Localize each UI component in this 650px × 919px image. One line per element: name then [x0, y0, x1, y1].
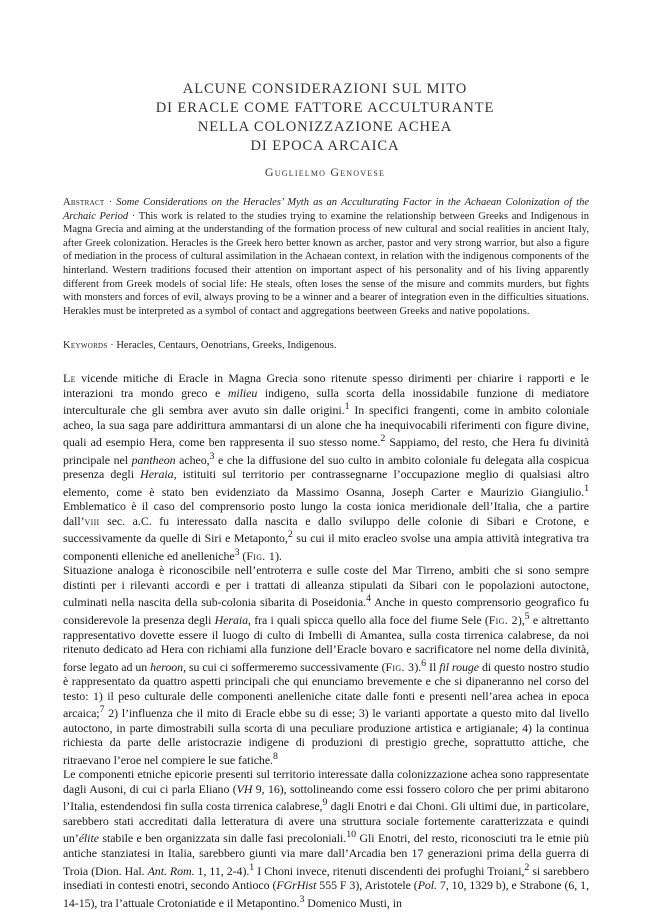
footnote-ref[interactable]: 5 — [524, 610, 530, 622]
paragraph — [63, 563, 589, 767]
text-run: Domenico Musti, in — [304, 895, 402, 910]
title-line: DI ERACLE COME FATTORE ACCULTURANTE — [155, 100, 495, 116]
text-run: Heraia — [140, 467, 174, 482]
footnote-ref[interactable]: 3 — [209, 450, 215, 462]
text-run: heroon — [150, 659, 184, 674]
text-run: Sappiamo, del resto, che Hera fu divinità principale nel — [63, 435, 590, 467]
footnote-ref[interactable]: 9 — [322, 797, 328, 809]
footnote-ref[interactable]: 2 — [524, 861, 530, 873]
text-run: , su cui ci soffermeremo successivamente ( — [183, 659, 386, 674]
title-line: NELLA COLONIZZAZIONE ACHEA — [197, 119, 453, 135]
text-run: 555 F 3), Aristotele ( — [316, 878, 418, 893]
footnote-ref[interactable]: 1 — [584, 482, 589, 494]
text-run: indigeno, sulla scorta della inossidabile funzione di mediatore interculturale che gli sembra aver avuto sin dalle origini. — [63, 385, 589, 418]
text-run: 9, 16), sottolineando come essi fossero coloro che per primi abitarono l’Italia, estendendosi fin sulla costa tirrenica calabrese, — [63, 781, 589, 814]
footnote-ref[interactable]: 2 — [287, 529, 293, 541]
text-run: I Choni invece, ritenuti discendenti dei profughi Troiani, — [254, 863, 525, 878]
text-run: Heraia — [214, 612, 249, 627]
paragraph — [63, 371, 589, 563]
text-run: su cui il mito eracleo svolse una ampia attività integrativa tra componenti elleniche ed anelleniche — [63, 531, 589, 563]
text-run: , istituiti sul territorio per contrassegnarne l’occupazione meglio di qualsiasi altro elemento, come è stato ben evidenziato da Massimo Osanna, Joseph Carter e Maurizio Giangiulio. — [63, 467, 589, 499]
text-run: ), — [517, 612, 525, 627]
text-run: , fra i quali spicca quello alla foce del fiume Sele ( — [248, 612, 489, 627]
article-body — [63, 371, 589, 910]
separator: · — [104, 197, 117, 208]
text-run: milieu — [227, 385, 258, 400]
text-run: e altrettanto rappresentativo dovette essere il luogo di culto di Imbelli di Amantea, sulla costa tirrenica calabrese, da noi ritenuto dedicato ad Hera con richiami alla funzione dell’Eracle bovaro e sacrificatore nel nome della divinità, forse legato ad un — [63, 612, 589, 674]
text-run: acheo, — [175, 452, 210, 467]
footnote-ref[interactable]: 1 — [344, 401, 350, 413]
author-name: Guglielmo Genovese — [264, 165, 386, 179]
footnote-ref[interactable]: 7 — [99, 704, 105, 716]
article-title — [0, 80, 650, 156]
footnote-ref[interactable]: 3 — [234, 546, 240, 558]
separator: · — [128, 210, 139, 222]
text-run: VH — [236, 781, 253, 796]
figure-ref[interactable]: Fig. 1 — [246, 548, 276, 563]
keywords — [63, 339, 589, 353]
abstract-text: This work is related to the studies trying to examine the relationship between Greeks and Indigenous in Magna Grecia and aiming at the understanding of the formation process of new cultural and social realities in ancient Italy, after Greek colonization. Heracles is the Greek hero better known as archer, pastor and very strong warrior, but also a figure of mediation in the process of cultural assimilation in the Achaean context, in relation with the indigenous components of the hinterland. Western traditions focused their attention on important aspect of his personality and of his living apparently different from Greek models of social life: He steals, often loses the sense of the misure and commits murders, but fights with monsters and forces of evil, always proving to be a winner and a bearer of integration even in the difficulties situations. Herakles must be interpreted as a symbol of contact and aggregations beetween Greeks and native popolations. — [63, 210, 589, 317]
text-run: stabile e ben organizzata sin dalle fasi precoloniali. — [98, 831, 347, 846]
keywords-label: Keywords — [63, 340, 108, 351]
footnote-ref[interactable]: 10 — [346, 829, 357, 841]
drop-lead: Le — [63, 371, 76, 385]
text-run: Il — [426, 659, 440, 674]
text-run: In specifici frangenti, come in ambito coloniale acheo, la sua saga pare addirittura ammantarsi di un alone che ha inequivocabili riferimenti con figure divine, quali ad esempio Hera, come ben rappresenta il suo stesso nome. — [63, 403, 589, 450]
keywords-text: Heracles, Centaurs, Oenotrians, Greeks, Indigenous. — [116, 340, 337, 351]
text-run: Emblematico è il caso del comprensorio posto lungo la costa ionica meridionale dell’Italia, che a partire dall’ — [63, 499, 589, 528]
figure-ref[interactable]: Fig. 2 — [488, 612, 518, 627]
text-run: pantheon — [131, 452, 176, 467]
text-run: élite — [78, 831, 99, 846]
text-run: e che la diffusione del suo culto in ambito coloniale fu delegata alla cospicua presenza degli — [63, 452, 589, 482]
footnote-ref[interactable]: 6 — [421, 657, 427, 669]
text-run: vicende mitiche di Eracle in Magna Grecia sono ritenute spesso dirimenti per chiarire i rapporti e le interazioni tra mondo greco e — [63, 371, 589, 400]
abstract — [63, 196, 589, 318]
text-run: Le componenti etniche epicorie presenti sul territorio interessate dalla colonizzazione achea sono rappresentate dagli Ausoni, di cui ci parla Eliano ( — [63, 767, 589, 796]
separator: · — [107, 340, 117, 351]
text-run: dagli Enotri e dai Choni. Gli ultimi due, in particolare, sarebbero stati accreditati dalla letteratura di avere una struttura sociale fortemente caratterizzata e quindi un’ — [63, 799, 589, 846]
abstract-label: Abstract — [63, 197, 105, 208]
text-run: Ant. Rom. — [147, 863, 195, 878]
figure-ref[interactable]: Fig. 3 — [385, 659, 415, 674]
footnote-ref[interactable]: 1 — [249, 861, 255, 873]
footnote-ref[interactable]: 2 — [380, 433, 386, 445]
title-line: ALCUNE CONSIDERAZIONI SUL MITO — [182, 81, 468, 97]
text-run: sec. a.C. fu interessato dalla nascita e dallo sviluppo delle colonie di Sibari e Crotone, e successivamente da quelle di Siri e Metaponto, — [63, 513, 589, 546]
text-run: ( — [239, 548, 247, 563]
text-run: Anche in questo comprensorio geografico fu considerevole la presenza degli — [63, 595, 590, 627]
text-run: FGrHist — [276, 878, 317, 893]
paragraph — [63, 767, 589, 910]
text-run: si sarebbero insediati in contesti enotri, secondo Antioco ( — [63, 863, 589, 893]
text-run: fil rouge — [439, 659, 479, 674]
text-run: 1, 11, 2-4). — [194, 863, 250, 878]
footnote-ref[interactable]: 4 — [366, 593, 371, 605]
title-line: DI EPOCA ARCAICA — [250, 138, 400, 154]
text-run: di questo nostro studio è rappresentato da quattro aspetti principali che qui enunciamo brevemente e che si dipaneranno nel corso del testo: 1) il peso culturale delle componenti anelleniche citate dalle fonti e presenti nell’area achea in epoca arcaica; — [63, 659, 589, 721]
text-run: ). — [414, 659, 422, 674]
text-run: Pol. — [417, 878, 437, 893]
text-run: 7, 10, 1329 b), e Strabone (6, 1, 14-15), tra l’attuale Crotoniatide e il Metapontino. — [63, 878, 589, 910]
abstract-english-title: Some Considerations on the Heracles’ Myth as an Acculturating Factor in the Achaean Colonization of the Archaic Period — [63, 197, 590, 222]
footnote-ref[interactable]: 3 — [299, 893, 305, 905]
text-run: ). — [275, 548, 282, 563]
footnote-ref[interactable]: 8 — [272, 750, 278, 762]
text-run: Gli Enotri, del resto, riconosciuti tra le etnie più antiche stanziatesi in Italia, sarebbero giunti via mare dall’Arcadia ben 17 generazioni prima della guerra di Troia (Dion. Hal. — [63, 831, 589, 878]
text-run: viii — [84, 513, 100, 528]
text-run: 2) l’influenza che il mito di Eracle ebbe su di esse; 3) le varianti apportate a questo mito dal livello autoctono, in parte dimostrabili sulla scorta di una peculiare produzione artistica e artigianale; 4) la continua richiesta da parte delle aristocrazie indigene di produzioni di prestigio greche, soprattutto attiche, che ritraevano l’eroe nel compiere le sue fatiche. — [63, 706, 589, 767]
text-run: Situazione analoga è riconoscibile nell’entroterra e sulle coste del Mar Tirreno, ambiti che si sono sempre distinti per i rilevanti accordi e per i trattati di alleanza stipulati da Sibari con le popolazioni autoctone, culminati nella nascita della sub-colonia sibarita di Poseidonia. — [63, 563, 589, 610]
